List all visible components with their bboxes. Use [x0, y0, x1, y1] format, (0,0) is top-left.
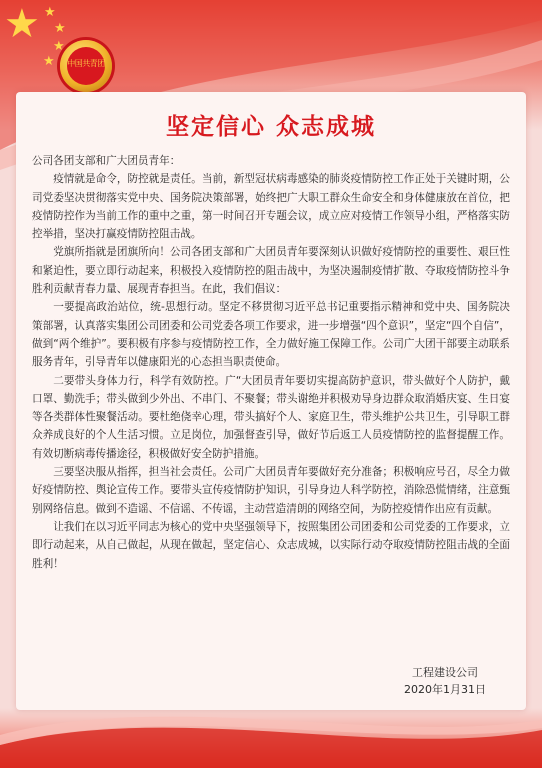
signature-block [404, 664, 486, 698]
small-star-icon: ★ [54, 21, 66, 36]
letter-body [32, 152, 510, 573]
signature-org: 工程建设公司 [412, 666, 478, 679]
paragraph: 二要带头身体力行，科学有效防控。广“大团员青年要切实提高防护意识，带头做好个人防护，戴口罩、勤洗手；带头做到少外出、不串门、不聚餐；带头谢绝并积极劝导身边群众取消婚庆宴、生日宴等各类群体性聚餐活动。要杜绝侥幸心理，带头搞好个人、家庭卫生，带头维护公共卫生，引导职工群众养成良好的个人生活习惯。立足岗位，加强督查引导，做好节后返工人员疫情防控的监督提醒工作。有效切断病毒传播途径，积极做好安全防护措施。 [32, 374, 510, 460]
youth-league-emblem [60, 40, 112, 92]
salutation: 公司各团支部和广大团员青年： [32, 155, 181, 167]
paragraph: 三要坚决服从指挥，担当社会责任。公司广大团员青年要做好充分准备；积极响应号召，尽全力做好疫情防控、舆论宣传工作。要带头宣传疫情防护知识，引导身边人科学防控，消除恐慌情绪，注意甄别网络信息。做到不造谣、不信谣、不传谣，主动营造清朗的网络空间，为防控疫情作出应有贡献。 [32, 466, 510, 515]
paragraph: 让我们在以习近平同志为核心的党中央坚强领导下，按照集团公司团委和公司党委的工作要求，立即行动起来，从自己做起，从现在做起，坚定信心、众志成城，以实际行动夺取疫情防控阻击战的全面胜利！ [32, 520, 510, 570]
small-star-icon: ★ [44, 5, 56, 20]
paragraph: 疫情就是命令，防控就是责任。当前，新型冠状病毒感染的肺炎疫情防控工作正处于关键时期，公司党委坚决贯彻落实党中央、国务院决策部署，始终把广大职工群众生命安全和身体健康放在首位，把疫情防控作为当前工作的重中之重，第一时间召开专题会议，成立应对疫情工作领导小组，严格落实防控举措，坚决打赢疫情防控阻击战。 [32, 173, 510, 241]
small-star-icon: ★ [53, 39, 65, 54]
page-title: 坚定信心 众志成城 [165, 114, 376, 140]
paragraph: 党旗所指就是团旗所向！公司各团支部和广大团员青年要深刻认识做好疫情防控的重要性、艰巨性和紧迫性，要立即行动起来，积极投入疫情防控的阻击战中，为坚决遏制疫情扩散、夺取疫情防控斗争胜利贡献青春力量、展现青春担当。在此，我们倡议： [32, 246, 510, 296]
signature-date: 2020年1月31日 [404, 683, 486, 696]
paragraph: 一要提高政治站位，统-思想行动。坚定不移贯彻习近平总书记重要指示精神和党中央、国务院决策部署，认真落实集团公司团委和公司党委各项工作要求，进一步增强“四个意识”，坚定“四个自信”，做到“两个维护”。要积极有序参与疫情防控工作，全力做好施工保障工作。公司广大团干部要主动联系服务青年，引导青年以健康阳光的心态担当职责使命。 [32, 301, 510, 369]
emblem-text: 中国共青团 [67, 59, 105, 68]
small-star-icon: ★ [43, 54, 55, 69]
large-star-icon: ★ [4, 1, 40, 47]
